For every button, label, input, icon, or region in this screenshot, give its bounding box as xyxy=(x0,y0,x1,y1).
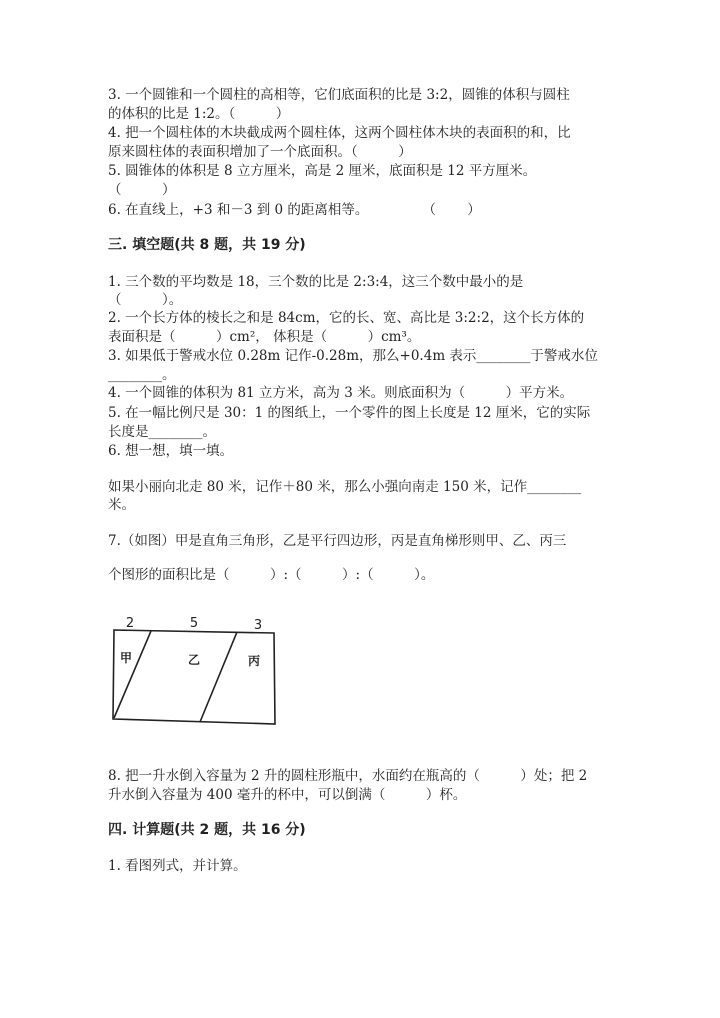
question-line: 3. 如果低于警戒水位 0.28m 记作-0.28m，那么+0.4m 表示________于警戒水位 xyxy=(108,348,598,364)
question-line: 原来圆柱体的表面积增加了一个底面积。（ ） xyxy=(108,144,412,160)
question-line: 8. 把一升水倒入容量为 2 升的圆柱形瓶中，水面约在瓶高的（ ）处；把 2 xyxy=(108,768,588,784)
top-label: 5 xyxy=(189,616,199,631)
section4-heading: 四. 计算题(共 2 题，共 16 分) xyxy=(108,822,306,838)
outer-rectangle xyxy=(113,630,275,724)
divider-line xyxy=(114,631,151,718)
question-line: （ ）。 xyxy=(108,292,183,308)
question-line: 2. 一个长方体的棱长之和是 84cm，它的长、宽、高比是 3:2:2，这个长方体的 xyxy=(108,310,585,326)
question-line: 1. 看图列式，并计算。 xyxy=(108,858,247,874)
question-line: 表面积是（ ）cm²， 体积是（ ）cm³。 xyxy=(108,329,421,345)
region-label: 乙 xyxy=(187,653,201,667)
question-line: 6. 在直线上，+3 和－3 到 0 的距离相等。 （ ） xyxy=(108,202,481,218)
question-line: 个图形的面积比是（ ）:（ ）:（ ）。 xyxy=(108,567,435,583)
question-line: 3. 一个圆锥和一个圆柱的高相等，它们底面积的比是 3:2，圆锥的体积与圆柱 xyxy=(108,87,570,103)
question-line: 4. 一个圆锥的体积为 81 立方米，高为 3 米。则底面积为（ ）平方米。 xyxy=(108,385,574,401)
top-label: 3 xyxy=(253,618,263,633)
question-line: 米。 xyxy=(108,497,135,513)
question-line: 如果小丽向北走 80 米，记作＋80 米，那么小强向南走 150 米，记作________ xyxy=(108,479,582,495)
question-line: 升水倒入容量为 400 毫升的杯中，可以倒满（ ）杯。 xyxy=(108,787,467,803)
region-label: 甲 xyxy=(119,651,133,665)
question-line: 1. 三个数的平均数是 18，三个数的比是 2:3:4，这三个数中最小的是 xyxy=(108,274,524,290)
section3-heading: 三. 填空题(共 8 题，共 19 分) xyxy=(108,237,306,253)
question-line: 4. 把一个圆柱体的木块截成两个圆柱体，这两个圆柱体木块的表面积的和，比 xyxy=(108,125,571,141)
question-line: 5. 圆锥体的体积是 8 立方厘米，高是 2 厘米，底面积是 12 平方厘米。 xyxy=(108,163,537,179)
question-line: 5. 在一幅比例尺是 30：1 的图纸上，一个零件的图上长度是 12 厘米，它的实际 xyxy=(108,405,591,421)
question-line: （ ） xyxy=(108,182,176,198)
top-label: 2 xyxy=(125,616,135,631)
question-line: ________。 xyxy=(108,367,176,383)
divider-line xyxy=(200,632,237,722)
region-label: 丙 xyxy=(247,654,261,668)
question-line: 长度是________。 xyxy=(108,424,216,440)
question-line: 7.（如图）甲是直角三角形，乙是平行四边形，丙是直角梯形则甲、乙、丙三 xyxy=(108,533,567,549)
question-line: 的体积的比是 1:2。（ ） xyxy=(108,106,290,122)
question-line: 6. 想一想，填一填。 xyxy=(108,443,234,459)
